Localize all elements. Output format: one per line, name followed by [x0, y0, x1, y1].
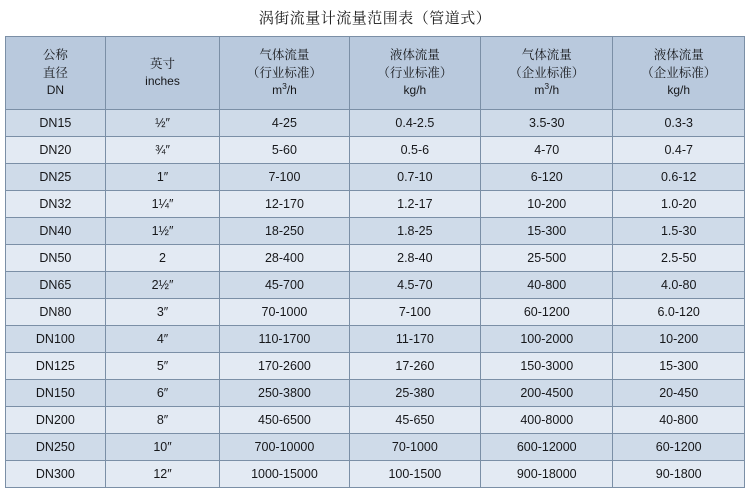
table-cell: DN200	[6, 407, 106, 434]
table-cell: 11-170	[349, 326, 481, 353]
header-line-3: $m^3/h$	[534, 81, 560, 98]
table-row	[6, 218, 745, 245]
table-cell: 10-200	[613, 326, 745, 353]
header-line-3: kg/h	[667, 83, 691, 98]
table-cell: DN50	[6, 245, 106, 272]
table-row	[6, 434, 745, 461]
table-row	[6, 164, 745, 191]
table-cell: 450-6500	[220, 407, 349, 434]
table-cell: 90-1800	[613, 461, 745, 488]
table-row	[6, 353, 745, 380]
table-cell: 45-650	[349, 407, 481, 434]
table-cell: 4.0-80	[613, 272, 745, 299]
table-cell: 17-260	[349, 353, 481, 380]
table-cell: DN300	[6, 461, 106, 488]
table-cell: 170-2600	[220, 353, 349, 380]
table-cell: 70-1000	[220, 299, 349, 326]
table-cell: DN80	[6, 299, 106, 326]
table-cell: 28-400	[220, 245, 349, 272]
table-row	[6, 110, 745, 137]
table-cell: 0.4-7	[613, 137, 745, 164]
table-cell: 1½″	[105, 218, 220, 245]
table-cell: DN150	[6, 380, 106, 407]
page-title: 涡街流量计流量范围表（管道式）	[258, 10, 492, 27]
table-header-row	[6, 37, 745, 110]
table-cell: 1.8-25	[349, 218, 481, 245]
table-cell: 40-800	[613, 407, 745, 434]
table-cell: 5″	[105, 353, 220, 380]
header-line-2: （行业标准）	[246, 66, 322, 81]
table-cell: 0.7-10	[349, 164, 481, 191]
column-header-liquid-flow-industry	[349, 37, 481, 110]
table-cell: 25-380	[349, 380, 481, 407]
table-cell: 250-3800	[220, 380, 349, 407]
table-cell: 200-4500	[481, 380, 613, 407]
column-header-inches	[105, 37, 220, 110]
table-cell: DN40	[6, 218, 106, 245]
table-cell: 10″	[105, 434, 220, 461]
header-line-1: 液体流量	[389, 48, 440, 63]
table-cell: 3.5-30	[481, 110, 613, 137]
table-cell: 18-250	[220, 218, 349, 245]
table-row	[6, 137, 745, 164]
column-header-liquid-flow-enterprise	[613, 37, 745, 110]
table-cell: 15-300	[613, 353, 745, 380]
header-line-3: inches	[145, 74, 180, 89]
table-cell: 12-170	[220, 191, 349, 218]
header-line-3: $m^3/h$	[272, 81, 297, 98]
table-cell: 15-300	[481, 218, 613, 245]
header-line-3: kg/h	[403, 83, 427, 98]
table-cell: DN32	[6, 191, 106, 218]
table-cell: 60-1200	[613, 434, 745, 461]
table-cell: 3″	[105, 299, 220, 326]
table-cell: DN65	[6, 272, 106, 299]
header-line-2: （行业标准）	[377, 66, 453, 81]
table-cell: 1¼″	[105, 191, 220, 218]
table-cell: 7-100	[349, 299, 481, 326]
table-cell: 700-10000	[220, 434, 349, 461]
table-cell: 7-100	[220, 164, 349, 191]
table-cell: 60-1200	[481, 299, 613, 326]
table-cell: 4.5-70	[349, 272, 481, 299]
table-cell: 0.4-2.5	[349, 110, 481, 137]
table-cell: 100-1500	[349, 461, 481, 488]
table-cell: 600-12000	[481, 434, 613, 461]
header-line-1: 液体流量	[653, 48, 704, 63]
table-cell: 5-60	[220, 137, 349, 164]
header-line-1: 气体流量	[521, 48, 572, 63]
table-cell: 20-450	[613, 380, 745, 407]
table-cell: 12″	[105, 461, 220, 488]
table-cell: DN250	[6, 434, 106, 461]
table-cell: 8″	[105, 407, 220, 434]
table-body	[6, 110, 745, 488]
column-header-gas-flow-industry	[220, 37, 349, 110]
table-cell: 25-500	[481, 245, 613, 272]
table-row	[6, 245, 745, 272]
table-row	[6, 191, 745, 218]
table-row	[6, 407, 745, 434]
table-row	[6, 380, 745, 407]
column-header-gas-flow-enterprise	[481, 37, 613, 110]
header-line-1: 气体流量	[259, 48, 310, 63]
table-cell: 2½″	[105, 272, 220, 299]
table-cell: 4-70	[481, 137, 613, 164]
column-header-nominal-diameter	[6, 37, 106, 110]
table-cell: ½″	[105, 110, 220, 137]
header-line-2: （企业标准）	[641, 66, 717, 81]
table-cell: 2	[105, 245, 220, 272]
flow-range-table	[5, 36, 745, 488]
table-cell: 0.5-6	[349, 137, 481, 164]
table-cell: DN15	[6, 110, 106, 137]
table-cell: 400-8000	[481, 407, 613, 434]
table-cell: 1000-15000	[220, 461, 349, 488]
header-line-2: 直径	[42, 66, 68, 81]
table-cell: 10-200	[481, 191, 613, 218]
table-cell: 6.0-120	[613, 299, 745, 326]
table-cell: 2.8-40	[349, 245, 481, 272]
table-cell: 45-700	[220, 272, 349, 299]
table-header	[6, 37, 745, 110]
table-cell: 110-1700	[220, 326, 349, 353]
header-line-2: （企业标准）	[509, 66, 585, 81]
table-cell: 2.5-50	[613, 245, 745, 272]
table-cell: 6″	[105, 380, 220, 407]
table-row	[6, 299, 745, 326]
table-cell: 100-2000	[481, 326, 613, 353]
table-cell: 0.3-3	[613, 110, 745, 137]
table-cell: 4-25	[220, 110, 349, 137]
table-cell: 1″	[105, 164, 220, 191]
table-cell: 900-18000	[481, 461, 613, 488]
table-cell: DN100	[6, 326, 106, 353]
table-cell: DN25	[6, 164, 106, 191]
table-cell: 6-120	[481, 164, 613, 191]
table-cell: DN20	[6, 137, 106, 164]
table-cell: 1.2-17	[349, 191, 481, 218]
header-line-1: 英寸	[150, 57, 176, 72]
table-cell: 1.5-30	[613, 218, 745, 245]
table-cell: 150-3000	[481, 353, 613, 380]
table-cell: ¾″	[105, 137, 220, 164]
table-cell: 70-1000	[349, 434, 481, 461]
header-line-1: 公称	[42, 48, 68, 63]
table-cell: 4″	[105, 326, 220, 353]
table-cell: 0.6-12	[613, 164, 745, 191]
table-row	[6, 272, 745, 299]
header-line-3: DN	[46, 83, 65, 98]
table-row	[6, 461, 745, 488]
table-cell: 40-800	[481, 272, 613, 299]
table-cell: DN125	[6, 353, 106, 380]
table-cell: 1.0-20	[613, 191, 745, 218]
table-row	[6, 326, 745, 353]
